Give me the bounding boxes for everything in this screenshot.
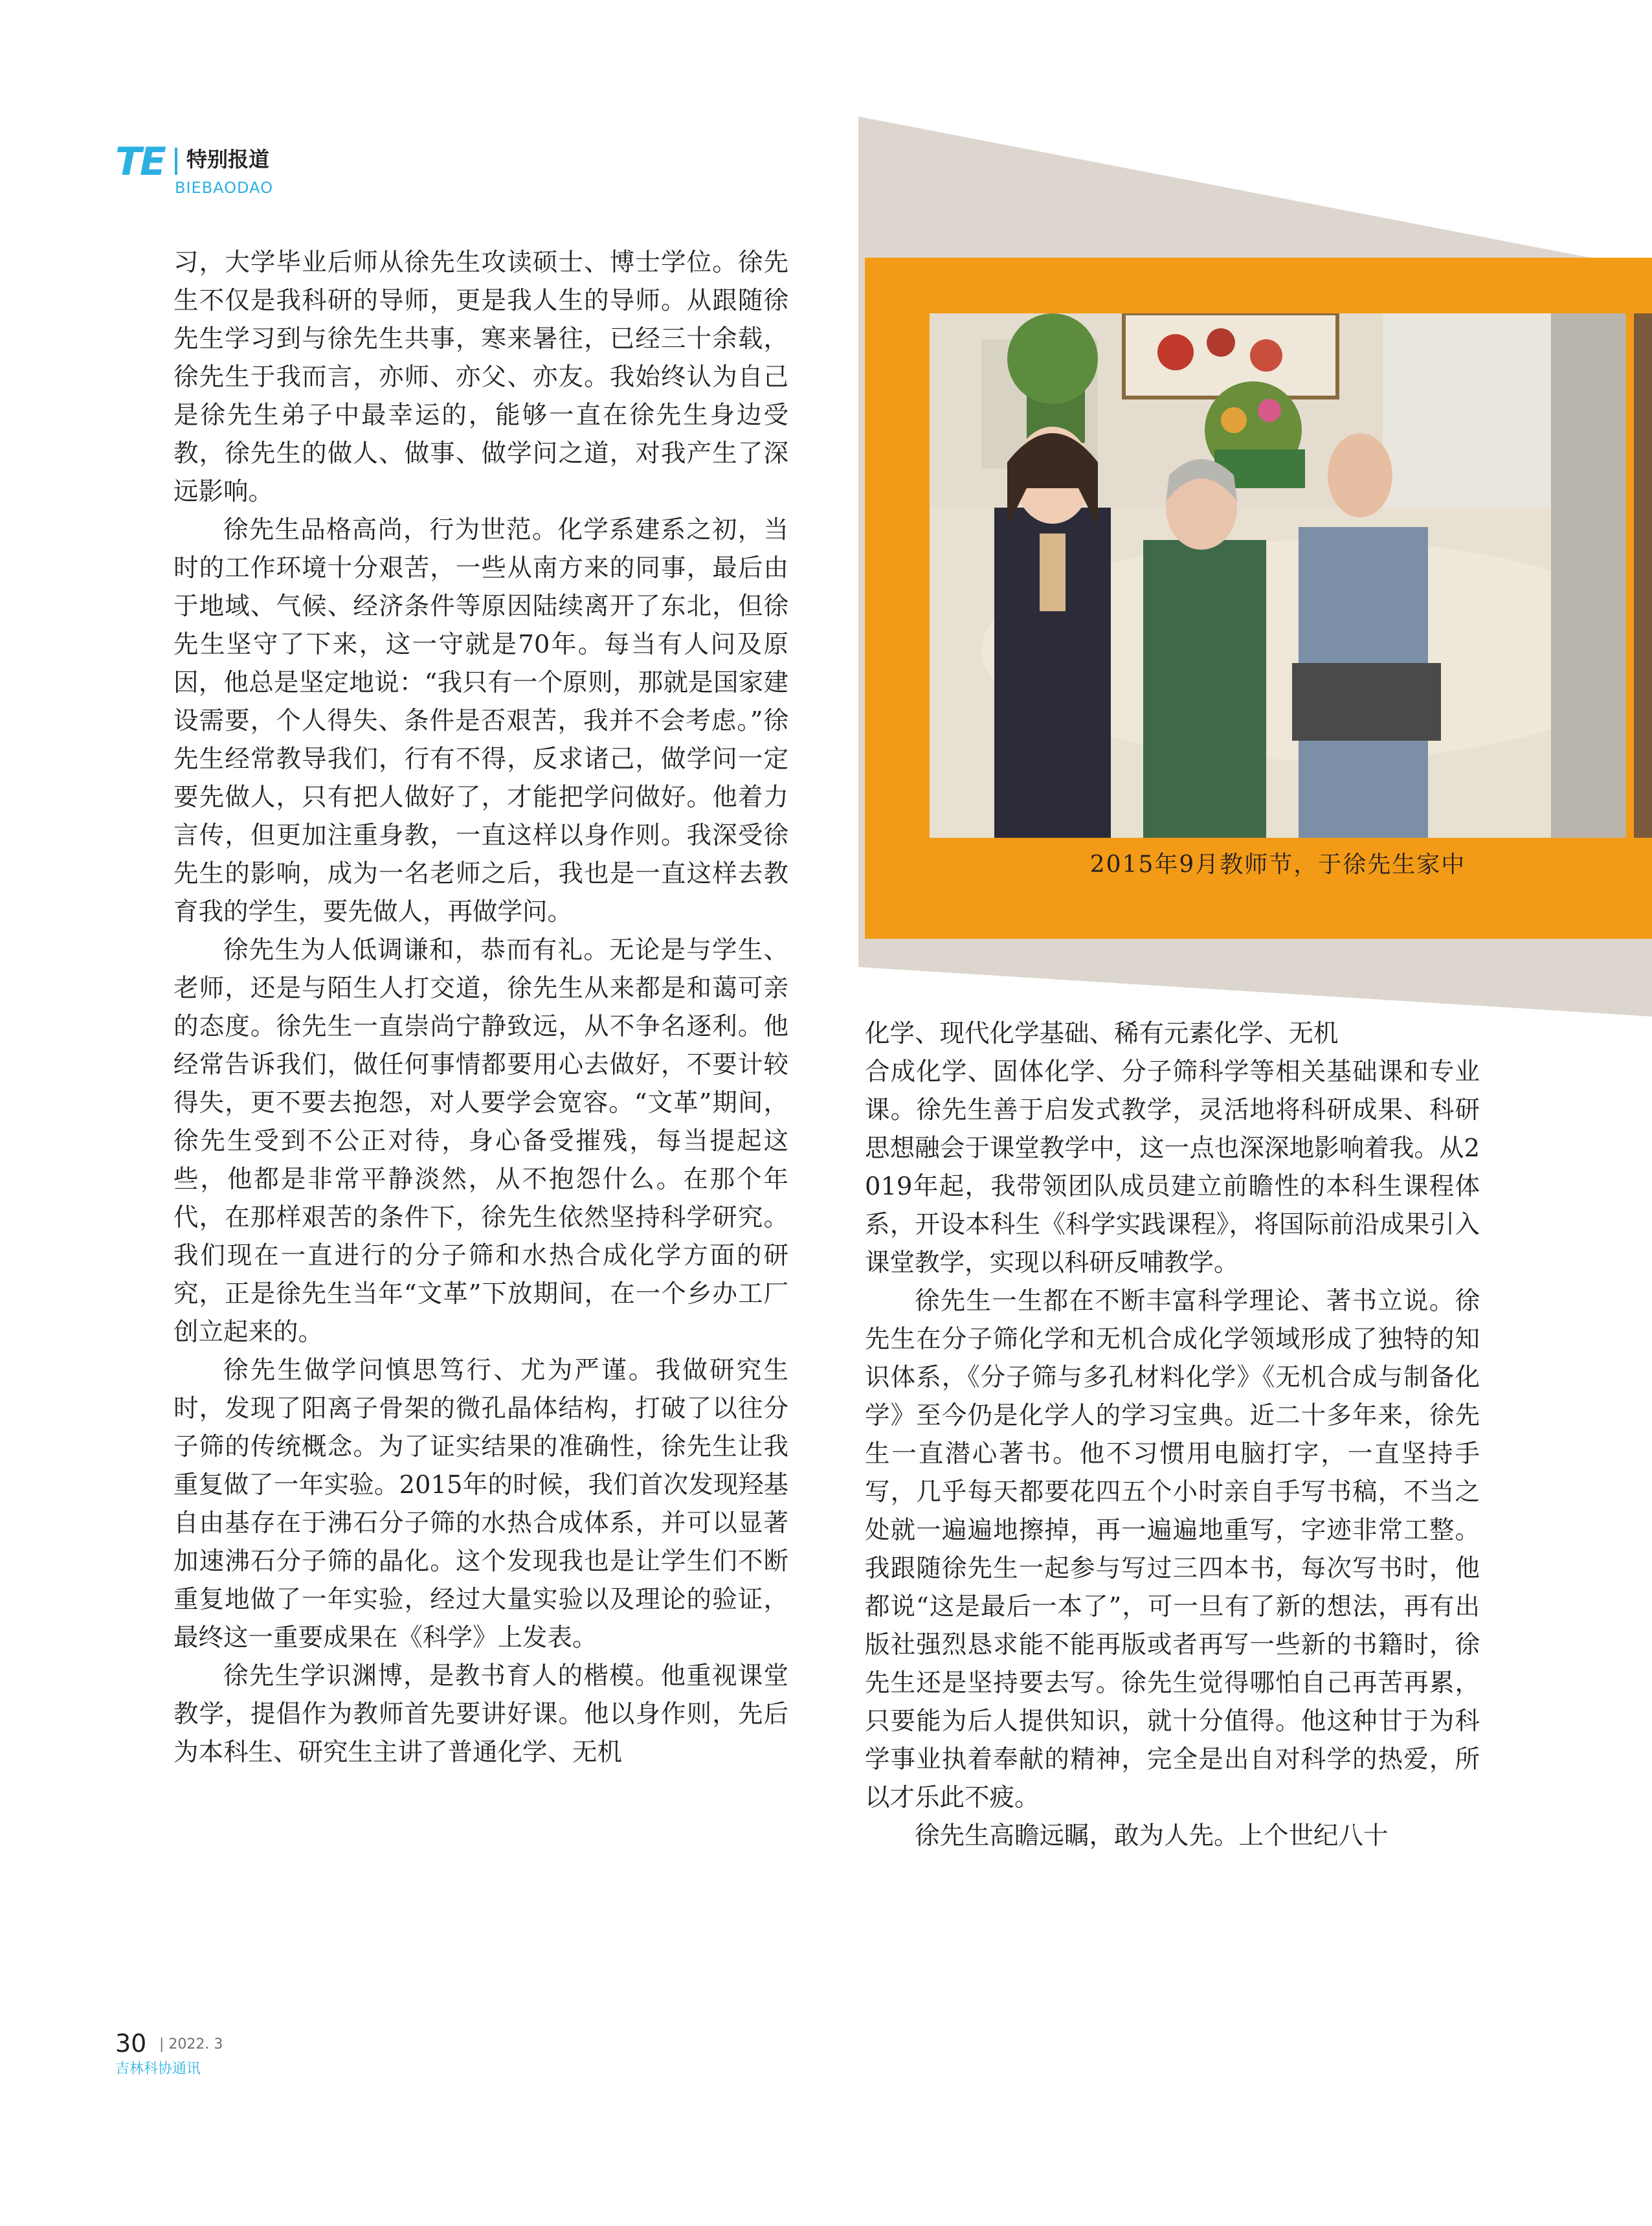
- paragraph: 合成化学、固体化学、分子筛科学等相关基础课和专业课。徐先生善于启发式教学，灵活地将科研成果、科研思想融会于课堂教学中，这一点也深深地影响着我。从2019年起，我带领团队成员建立前瞻性的本科生课程体系，开设本科生《科学实践课程》，将国际前沿成果引入课堂教学，实现以科研反哺教学。: [865, 1057, 1480, 1277]
- paragraph: 徐先生高瞻远瞩，敢为人先。上个世纪八十: [915, 1821, 1389, 1850]
- commemorative-photo: [930, 313, 1626, 838]
- issue-date: | 2022. 3: [159, 2036, 223, 2052]
- photo-illustration: [930, 313, 1626, 838]
- adjacent-photo-edge: [1634, 313, 1652, 838]
- magazine-logo: TE: [115, 139, 164, 185]
- photo-caption: 2015年9月教师节，于徐先生家中: [1089, 851, 1466, 878]
- section-title: 特别报道: [186, 147, 270, 172]
- article-left-column: [173, 243, 788, 1771]
- section-pinyin: BIEBAODAO: [175, 179, 274, 197]
- paragraph: 化学、现代化学基础、稀有元素化学、无机: [865, 1019, 1339, 1048]
- article-right-column: [865, 1015, 1480, 1855]
- magazine-name: 吉林科协通讯: [115, 2061, 201, 2077]
- paragraph: 徐先生学识渊博，是教书育人的楷模。他重视课堂教学，提倡作为教师首先要讲好课。他以身作则，先后为本科生、研究生主讲了普通化学、无机: [173, 1661, 788, 1767]
- paragraph: 徐先生一生都在不断丰富科学理论、著书立说。徐先生在分子筛化学和无机合成化学领域形成了独特的知识体系，《分子筛与多孔材料化学》《无机合成与制备化学》至今仍是化学人的学习宝典。近二十多年来，徐先生一直潜心著书。他不习惯用电脑打字，一直坚持手写，几乎每天都要花四五个小时亲自手写书稿，不当之处就一遍遍地擦掉，再一遍遍地重写，字迹非常工整。我跟随徐先生一起参与写过三四本书，每次写书时，他都说“这是最后一本了”，可一旦有了新的想法，再有出版社强烈恳求能不能再版或者再写一些新的书籍时，徐先生还是坚持要去写。徐先生觉得哪怕自己再苦再累，只要能为后人提供知识，就十分值得。他这种甘于为科学事业执着奉献的精神，完全是出自对科学的热爱，所以才乐此不疲。: [865, 1287, 1480, 1812]
- paragraph: 习，大学毕业后师从徐先生攻读硕士、博士学位。徐先生不仅是我科研的导师，更是我人生的导师。从跟随徐先生学习到与徐先生共事，寒来暑往，已经三十余载，徐先生于我而言，亦师、亦父、亦友。我始终认为自己是徐先生弟子中最幸运的，能够一直在徐先生身边受教，徐先生的做人、做事、做学问之道，对我产生了深远影响。: [173, 248, 788, 506]
- paragraph: 徐先生做学问慎思笃行、尤为严谨。我做研究生时，发现了阳离子骨架的微孔晶体结构，打破了以往分子筛的传统概念。为了证实结果的准确性，徐先生让我重复做了一年实验。2015年的时候，我们首次发现羟基自由基存在于沸石分子筛的水热合成体系，并可以显著加速沸石分子筛的晶化。这个发现我也是让学生们不断重复地做了一年实验，经过大量实验以及理论的验证，最终这一重要成果在《科学》上发表。: [173, 1356, 788, 1652]
- header-divider: [175, 148, 177, 175]
- page-number: 30: [115, 2029, 147, 2058]
- paragraph: 徐先生为人低调谦和，恭而有礼。无论是与学生、老师，还是与陌生人打交道，徐先生从来都是和蔼可亲的态度。徐先生一直崇尚宁静致远，从不争名逐利。他经常告诉我们，做任何事情都要用心去做好，不要计较得失，更不要去抱怨，对人要学会宽容。“文革”期间，徐先生受到不公正对待，身心备受摧残，每当提起这些，他都是非常平静淡然，从不抱怨什么。在那个年代，在那样艰苦的条件下，徐先生依然坚持科学研究。我们现在一直进行的分子筛和水热合成化学方面的研究，正是徐先生当年“文革”下放期间，在一个乡办工厂创立起来的。: [173, 936, 788, 1347]
- paragraph: 徐先生品格高尚，行为世范。化学系建系之初，当时的工作环境十分艰苦，一些从南方来的同事，最后由于地域、气候、经济条件等原因陆续离开了东北，但徐先生坚守了下来，这一守就是70年。每当有人问及原因，他总是坚定地说：“我只有一个原则，那就是国家建设需要，个人得失、条件是否艰苦，我并不会考虑。”徐先生经常教导我们，行有不得，反求诸己，做学问一定要先做人，只有把人做好了，才能把学问做好。他着力言传，但更加注重身教，一直这样以身作则。我深受徐先生的影响，成为一名老师之后，我也是一直这样去教育我的学生，要先做人，再做学问。: [173, 515, 788, 927]
